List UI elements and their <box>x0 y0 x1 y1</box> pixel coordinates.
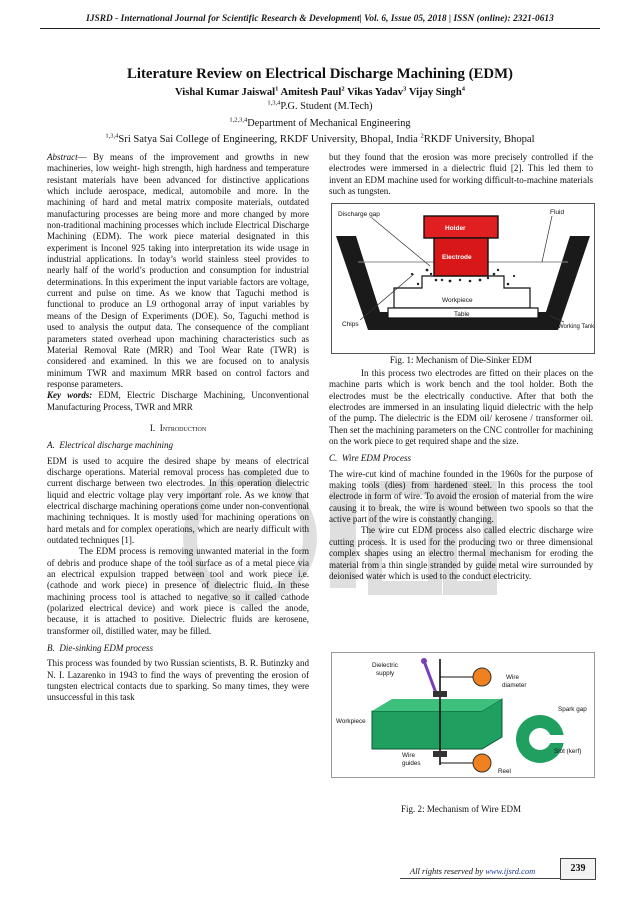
fig1-label-working-tank: Working Tank <box>558 324 594 330</box>
left-column <box>47 152 309 704</box>
abstract-text: — By means of the improvement and growths in new machineries, low weight- high strength, high hardness and temperature resistant materials have been advanced for distinctive applications which include aerospace, medical, automobile and more. In the machining of hard and metal matrix composite materials, outdated manufacturing processes are being more and more changed by more non-traditional machining processes which include Electrical Discharge Machining (EDM). The work piece material designated in this experiment is Inconel 925 taking into interpretation its wide usage in industrial applications. In today’s world stainless steel provides to nearly half of the world’s production and consumption for industrial determinations. In this experiment the input variable factors are voltage, current and pulse on time. As we know that Taguchi method is functional to produce an L9 orthogonal array of input variables by means of the Design of Experiments (DOE). So, Taguchi method is used to analysis the output data. The consequence of the compliant parameters stated overhead upon machining characteristics such as Material Removal Rate (MRR) and Tool Wear Rate (TWR) is considered and examined. In this we are focused on to analysis minimum TWR and maximum MRR based on control factors and response parameters. <box>47 152 309 389</box>
aff1-sup: 1,3,4 <box>267 99 281 107</box>
footer-site-link[interactable]: www.ijsrd.com <box>485 866 536 876</box>
page-number: 239 <box>560 858 596 880</box>
fig1-label-fluid: Fluid <box>550 209 565 216</box>
author-2-sup: 2 <box>341 85 345 93</box>
subsection-b-heading <box>47 643 309 654</box>
fig2-label-spark-gap: Spark gap <box>558 706 587 713</box>
fig1-label-electrode: Electrode <box>442 254 472 261</box>
aff3-sup1: 1,3,4 <box>105 132 119 140</box>
section-1-title: Introduction <box>159 422 207 433</box>
author-2: Amitesh Paul <box>280 87 342 98</box>
fig2-label-wire-2: Wire <box>402 752 415 759</box>
figure-2-caption: Fig. 2: Mechanism of Wire EDM <box>400 804 522 814</box>
fig2-label-slot: Slot (kerf) <box>554 748 582 755</box>
keywords-label: Key words: <box>47 390 93 401</box>
author-line <box>40 87 600 98</box>
subsection-c-title: Wire EDM Process <box>341 453 412 464</box>
author-4: Vijay Singh <box>408 87 462 98</box>
paragraph-c1: The wire-cut kind of machine founded in the 1960s for the purpose of making tools (dies) from hardened steel. In this process the tool electrode in form of wire. To avoid the erosion of material from the wire causing it to break, the wire is wound between two spools so that the active part of the wire is constantly changing. <box>329 468 593 525</box>
journal-header: IJSRD - International Journal for Scientific Research & Development| Vol. 6, Issue 05, 2018 | ISSN (online): 2321-0613 <box>86 14 554 24</box>
author-1: Vishal Kumar Jaiswal <box>175 87 276 98</box>
footer-text: All rights reserved by <box>410 866 486 876</box>
fig2-label-guides: guides <box>402 760 421 767</box>
fig1-label-chips: Chips <box>342 321 359 328</box>
paragraph-c2: The wire cut EDM process also called electric discharge wire cutting process. It is used for the producing two or three dimensional complex shapes using an electro thermal mechanism for eroding the material from a thin single stranded by guide metal wire surrounded by deionised water which is used to the conduct electricity. <box>329 525 593 581</box>
paragraph-r1: but they found that the erosion was more precisely controlled if the electrodes were immersed in a dielectric fluid [2]. This led them to invent an EDM machine used for working difficult-to-machine materials such as tungsten. <box>329 152 593 197</box>
fig2-label-diameter: diameter <box>502 682 527 689</box>
figure-2-wire-edm <box>331 652 595 778</box>
fig2-label-workpiece: Workpiece <box>336 718 366 725</box>
section-1-number: I. <box>149 422 156 433</box>
subsection-b-title: Die-sinking EDM process <box>59 643 153 654</box>
fig1-label-holder: Holder <box>445 225 466 232</box>
aff3-text-a: Sri Satya Sai College of Engineering, RKDF University, Bhopal, India <box>118 134 421 145</box>
figure-1-diagram <box>332 204 594 353</box>
subsection-a-label: A. <box>47 440 55 451</box>
fig2-label-dielectric: Dielectric <box>372 662 398 669</box>
author-4-sup: 4 <box>461 85 465 93</box>
affiliation-1 <box>40 101 600 112</box>
author-3-sup: 3 <box>403 85 407 93</box>
footer-rights <box>410 866 535 876</box>
paragraph-b1: This process was founded by two Russian scientists, B. R. Butinzky and N. I. Lazarenko in 1943 to find the ways of preventing the erosion of tungsten electrical contacts due to sparking. So many times, they were unsuccessful in this task <box>47 658 309 703</box>
fig1-label-discharge-gap: Discharge gap <box>338 211 380 218</box>
fig2-label-wire: Wire <box>506 674 519 681</box>
affiliation-2 <box>40 118 600 129</box>
keywords-paragraph <box>47 390 309 413</box>
abstract-paragraph <box>47 152 309 390</box>
author-3: Vikas Yadav <box>347 87 404 98</box>
paragraph-r2: In this process two electrodes are fitted on their places on the machine parts which is work bench and the tool holder. Both the electrodes must be the electrically conductive. After that both the electrodes are immersed in an insulating liquid dielectric with the help of the pump. The dielectric is the EDM oil/ kerosene / transformer oil. Then set the machining parameters on the CNC controller for machining on the work piece to get required shape and the size. <box>329 368 593 447</box>
subsection-a-heading <box>47 440 309 451</box>
subsection-c-label: C. <box>329 453 338 464</box>
paragraph-a2: The EDM process is removing unwanted material in the form of debris and produce shape of the tool surface as of a metal piece via an electrical expulsion trapped between tool and work piece i.e. (cathode and work piece) in presence of dielectric fluid. In these machining process tool is attached to negative so it called cathode (polarized electrical device) and work piece is called the anode, because, it is attached to positive. Dielectric fluids are kerosene, transformer oil, distilled water, may be filled. <box>47 546 309 636</box>
abstract-label: Abstract <box>47 152 78 162</box>
subsection-c-heading <box>329 453 593 464</box>
aff1-text: P.G. Student (M.Tech) <box>280 101 373 112</box>
aff2-text: Department of Mechanical Engineering <box>247 118 411 129</box>
paragraph-a1: EDM is used to acquire the desired shape by means of electrical discharge operations. Material removal process has completed due to current discharge between two electrodes. In this operation dielectric liquid and electric voltage play very important role. As we know that electrical discharge machining operations come under non-conventional machining techniques. It is mostly used for machining operations on hard metals and for complex operations, which are nearly difficult with outdated techniques [1]. <box>47 455 309 545</box>
subsection-a-title: Electrical discharge machining <box>59 440 174 451</box>
aff3-text-b: RKDF University, Bhopal <box>423 134 535 145</box>
fig2-label-reel: Reel <box>498 768 511 775</box>
header-rule <box>40 28 600 29</box>
fig1-label-table: Table <box>454 311 470 318</box>
aff3-sup2: 2 <box>420 132 424 140</box>
keywords-text: EDM, Electric Discharge Machining, Unconventional Manufacturing Process, TWR and MRR <box>47 390 309 412</box>
subsection-b-label: B. <box>47 643 55 654</box>
author-1-sup: 1 <box>275 85 279 93</box>
right-column-middle <box>329 368 593 582</box>
affiliation-3 <box>40 134 600 145</box>
fig2-label-supply: supply <box>376 670 395 677</box>
figure-1-caption: Fig. 1: Mechanism of Die-Sinker EDM <box>389 355 533 365</box>
right-column-top <box>329 152 593 197</box>
figure-2-diagram <box>332 653 594 777</box>
section-1-heading <box>47 423 309 434</box>
paper-title: Literature Review on Electrical Discharge Machining (EDM) <box>126 66 513 82</box>
fig1-label-workpiece: Workpiece <box>442 297 473 304</box>
figure-1-die-sinker-edm <box>331 203 595 354</box>
aff2-sup: 1,2,3,4 <box>229 116 248 124</box>
